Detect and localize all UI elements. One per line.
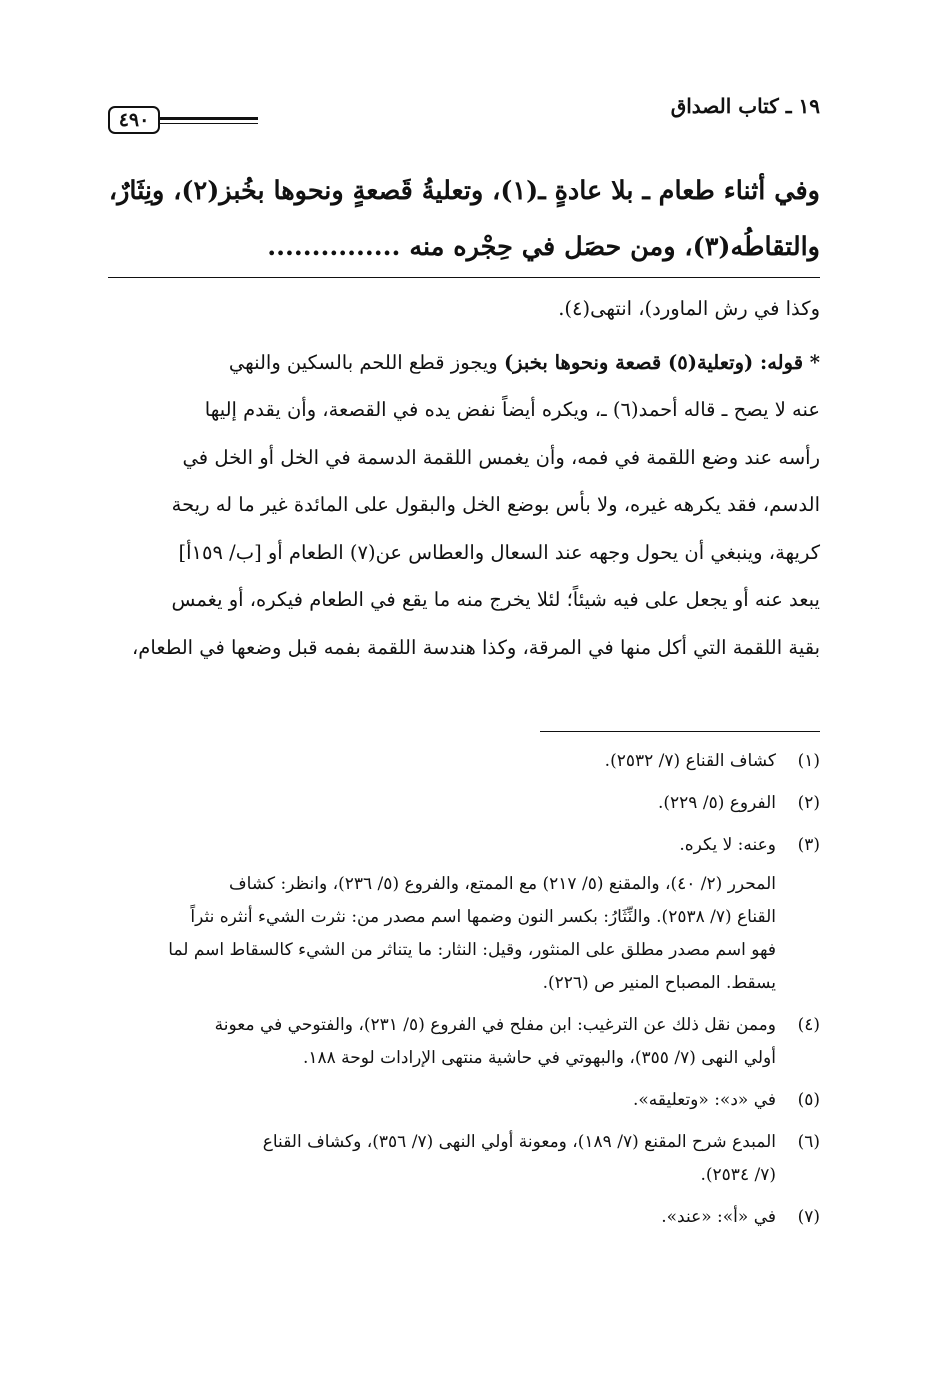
footnote-3-line: يسقط. المصباح المنير ص (٢٢٦). [542, 973, 776, 993]
chapter-title: ١٩ ـ كتاب الصداق [670, 94, 820, 118]
footnote-number: (٧) [797, 1207, 820, 1227]
footnote-6-line: (٧/ ٢٥٣٤). [700, 1165, 776, 1185]
main-text-divider [108, 277, 820, 278]
commentary-line: * قوله: (وتعلية(٥) قصعة ونحوها بخبز) ويجوز قطع اللحم بالسكين والنهي [228, 350, 820, 374]
commentary-line: رأسه عند وضع اللقمة في فمه، وأن يغمس اللقمة الدسمة في الخل أو الخل في [182, 445, 820, 469]
footnote-5: (٥) في «د»: «وتعليقه». [108, 1084, 820, 1117]
footnote-number: (٣) [797, 835, 820, 855]
commentary-line: عنه لا يصح ـ قاله أحمد(٦) ـ، ويكره أيضاً نفض يده في القصعة، وأن يقدم إليها [204, 398, 820, 421]
footnote-4: (٤) وممن نقل ذلك عن الترغيب: ابن مفلح في الفروع (٥/ ٢٣١)، والفتوحي في معونة [108, 1009, 820, 1042]
footnote-4-line: أولي النهى (٧/ ٣٥٥)، والبهوتي في حاشية منتهى الإرادات لوحة ١٨٨. [302, 1048, 776, 1068]
main-text-line: وفي أثناء طعام ـ بلا عادةٍ ـ(١)، وتعليةُ قَصعةٍ ونحوها بخُبز(٢)، ونِثَارٌ، [108, 176, 820, 206]
footnotes [108, 745, 820, 1234]
footnote-3-line: المحرر (٢/ ٤٠)، والمقنع (٥/ ٢١٧) مع الممتع، والفروع (٥/ ٢٣٦)، وانظر: كشاف [229, 874, 776, 894]
footnote-2: (٢) الفروع (٥/ ٢٢٩). [108, 787, 820, 820]
footnote-3-line: القناع (٧/ ٢٥٣٨). والنِّثَارُ: بكسر النون وضمها اسم مصدر من: نثرت الشيء أنثره نثراً [190, 907, 776, 927]
page-number: ٤٩٠ [108, 106, 160, 134]
footnote-1: (١) كشاف القناع (٧/ ٢٥٣٢). [108, 745, 820, 778]
dotted-leader: ............... [267, 232, 401, 262]
page-header [108, 94, 820, 134]
footnote-number: (٢) [797, 793, 820, 813]
footnote-3-line: فهو اسم مصدر مطلق على المنثور، وقيل: النثار: ما يتناثر من الشيء كالسقاط اسم لما [168, 940, 776, 960]
main-text-line: والتقاطُه(٣)، ومن حصَل في حِجْره منه ............... [267, 232, 820, 262]
commentary-heading: * قوله: (وتعلية(٥) قصعة ونحوها بخبز) [503, 350, 820, 374]
commentary-line: الدسم، فقد يكرهه غيره، ولا بأس بوضع الخل والبقول على المائدة غير ما له ريحة [171, 493, 820, 516]
footnote-number: (٤) [797, 1015, 820, 1035]
footnote-separator [540, 731, 820, 732]
commentary-line: بقية اللقمة التي أكل منها في المرقة، وكذا هندسة اللقمة بفمه قبل وضعها في الطعام، [132, 635, 820, 659]
commentary-line: كريهة، وينبغي أن يحول وجهه عند السعال والعطاس عن(٧) الطعام أو [ب/ ١٥٩أ] [178, 540, 820, 564]
footnote-number: (٥) [797, 1090, 820, 1110]
commentary-line: يبعد عنه أو يجعل على فيه شيئاً؛ لئلا يخرج منه ما يقع في الطعام فيكره، أو يغمس [171, 588, 820, 611]
footnote-7: (٧) في «أ»: «عند». [108, 1201, 820, 1234]
commentary-text [108, 285, 820, 671]
main-text [108, 163, 820, 275]
commentary-line: وكذا في رش الماورد)، انتهى(٤). [558, 297, 820, 320]
footnote-6: (٦) المبدع شرح المقنع (٧/ ١٨٩)، ومعونة أولي النهى (٧/ ٣٥٦)، وكشاف القناع [108, 1126, 820, 1159]
footnote-3: (٣) وعنه: لا يكره. [108, 829, 820, 862]
footnote-number: (٦) [797, 1132, 820, 1152]
footnote-number: (١) [797, 751, 820, 771]
